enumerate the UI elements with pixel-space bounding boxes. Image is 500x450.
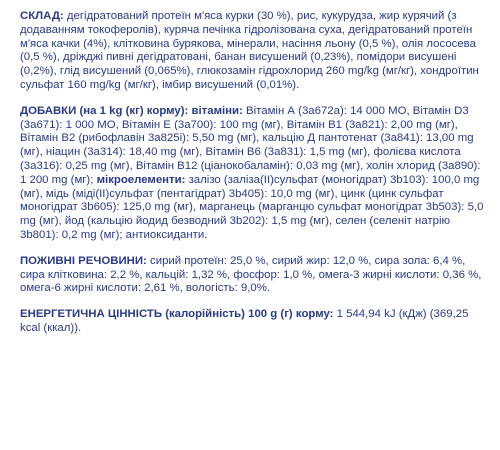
energy-section (20, 308, 486, 336)
composition-section (20, 10, 486, 93)
additives-section (20, 105, 486, 243)
nutrients-section (20, 255, 486, 296)
vitamins-label: вітаміни: (191, 104, 243, 117)
nutrients-heading: ПОЖИВНІ РЕЧОВИНИ: (20, 254, 147, 267)
nutrients-text: сирий протеїн: 25,0 %, сирий жир: 12,0 %, сира зола: 6,4 %, сира клітковина: 2,2 %, кальцій: 1,32 %, фосфор: 1,0 %, омега-3 жирні кислоти: 0,36 %, омега-6 жирні кислоти: 2,61 %, вологість: 9,0%. (20, 254, 482, 295)
vitamins-text: Вітамін А (3а672а): 14 000 МО, Вітамін D3 (3а671): 1 000 МО, Вітамін Е (3а700): 100 mg (мг), Вітамін В1 (3а821): 2,00 mg (мг), Вітамін В2 (рибофлавін 3а825і): 5,50 mg (мг), кальцію Д пантотенат (3а841): 13,00 mg (мг), ніацин (3а314): 18,40 mg (мг), Вітамін В6 (3а831): 1,5 mg (мг), фолієва кислота (3а316): 0,25 mg (мг), Вітамін В12 (ціанокобаламін): 0,03 mg (мг), холін хлорид (3а890): 1 200 mg (мг); (20, 104, 481, 186)
additives-heading: ДОБАВКИ (на 1 kg (кг) корму): (20, 104, 189, 117)
composition-text: дегідратований протеїн м'яса курки (30 %), рис, кукурудза, жир курячий (з додаванням токоферолів), куряча печінка гідролізована суха, дегідратований протеїн м'яса качки (4%), клітковина бурякова, мінерали, насіння льону (0,5 %), олія лососева (0,5 %), дріжджі пивні дегідратовані, банан висушений (0,23%), помідори висушені (0,2%), глід висушений (0,065%), глюкозамін гідрохлорид 260 mg/kg (мг/кг), хондроїтин сульфат 160 mg/kg (мг/кг), імбир висушений (0,01%). (20, 10, 479, 91)
minerals-text: залізо (заліза(II)сульфат (моногідрат) 3b103): 100,0 mg (мг), мідь (міді(II)сульфат (пентагідрат) 3b405): 10,0 mg (мг), цинк (цинк сульфат моногідрат 3b605): 125,0 mg (мг), марганець (марганцю сульфат моногідрат 3b503): 5,0 mg (мг), йод (кальцію йодид безводний 3b202): 1,5 mg (мг), селен (селеніт натрію 3b801): 0,2 mg (мг); антиоксиданти. (20, 173, 484, 241)
energy-text: 1 544,94 kJ (кДж) (369,25 kcal (ккал)). (20, 308, 469, 334)
composition-heading: СКЛАД: (20, 10, 64, 22)
feed-label-document (20, 10, 486, 348)
energy-heading: ЕНЕРГЕТИЧНА ЦІННІСТЬ (калорійність) 100 g (г) корму: (20, 308, 334, 321)
minerals-label: мікроелементи: (96, 173, 186, 186)
